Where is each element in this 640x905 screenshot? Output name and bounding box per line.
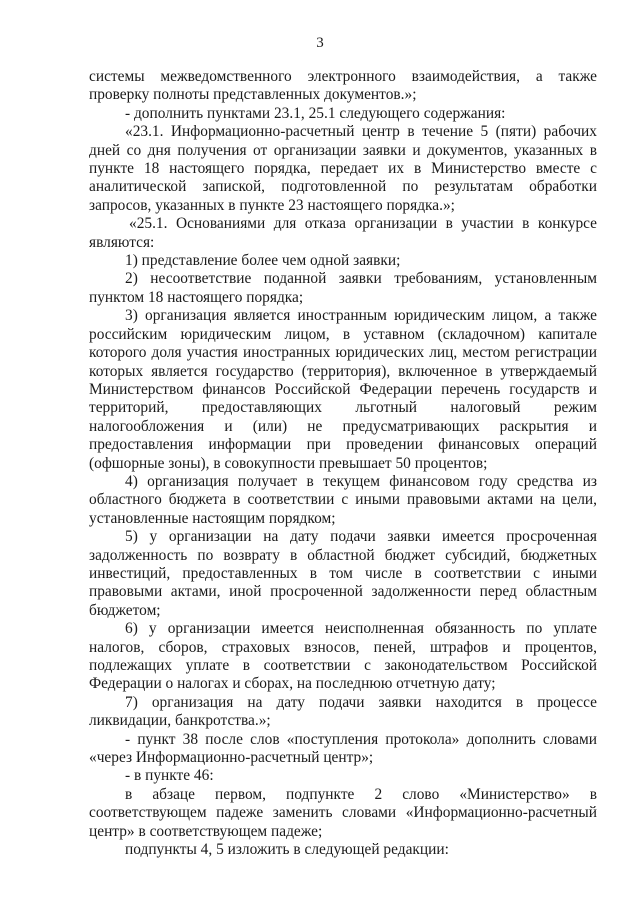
paragraph: - дополнить пунктами 23.1, 25.1 следующего содержания: bbox=[125, 104, 506, 122]
paragraph: системы межведомственного электронного взаимодействия, а также проверку полноты представленных документов.»; bbox=[89, 68, 597, 104]
paragraph: 1) представление более чем одной заявки; bbox=[125, 252, 401, 270]
paragraph: - пункт 38 после слов «поступления протокола» дополнить словами «через Информационно-расчетный центр»; bbox=[89, 730, 597, 767]
paragraph: «25.1. Основаниями для отказа организации в участии в конкурсе являются: bbox=[89, 215, 597, 251]
paragraph: 4) организация получает в текущем финансовом году средства из областного бюджета в соответствии с иными правовыми актами на цели, установленные настоящим порядком; bbox=[89, 472, 597, 527]
paragraph: «23.1. Информационно-расчетный центр в течение 5 (пяти) рабочих дней со дня получения от организации заявки и документов, указанных в пункте 18 настоящего порядка, передает их в Министерство вместе с аналитической запиской, подготовленной по результатам обработки запросов, указанных в пункте 23 настоящего порядка.»; bbox=[89, 123, 597, 214]
paragraph: - в пункте 46: bbox=[125, 767, 214, 785]
paragraph: 7) организация на дату подачи заявки находится в процессе ликвидации, банкротства.»; bbox=[89, 693, 597, 730]
paragraph: 5) у организации на дату подачи заявки имеется просроченная задолженность по возврату в областной бюджет субсидий, бюджетных инвестиций, предоставленных в том числе в соответствии с иными правовыми актами, иной просроченной задолженности перед областным бюджетом; bbox=[89, 528, 597, 619]
paragraph: 2) несоответствие поданной заявки требованиям, установленным пунктом 18 настоящего порядка; bbox=[89, 270, 597, 306]
paragraph: 6) у организации имеется неисполненная обязанность по уплате налогов, сборов, страховых взносов, пеней, штрафов и процентов, подлежащих уплате в соответствии с законодательством Российской Федерации о налогах и сборах, на последнюю отчетную дату; bbox=[89, 620, 597, 693]
paragraph: 3) организация является иностранным юридическим лицом, а также российским юридическим лицом, в уставном (складочном) капитале которого доля участия иностранных юридических лиц, местом регистрации которых является государство (территория), включенное в утверждаемый Министерством финансов Российской Федерации перечень государств и территорий, предоставляющих льготный налоговый режим налогообложения и (или) не предусматривающих раскрытия и предоставления информации при проведении финансовых операций (офшорные зоны), в совокупности превышает 50 процентов; bbox=[89, 307, 597, 472]
paragraph: подпункты 4, 5 изложить в следующей редакции: bbox=[125, 841, 449, 859]
paragraph: в абзаце первом, подпункте 2 слово «Министерство» в соответствующем падеже заменить словами «Информационно-расчетный центр» в соответствующем падеже; bbox=[89, 785, 597, 840]
page-number: 3 bbox=[316, 35, 324, 51]
document-body bbox=[89, 68, 597, 859]
